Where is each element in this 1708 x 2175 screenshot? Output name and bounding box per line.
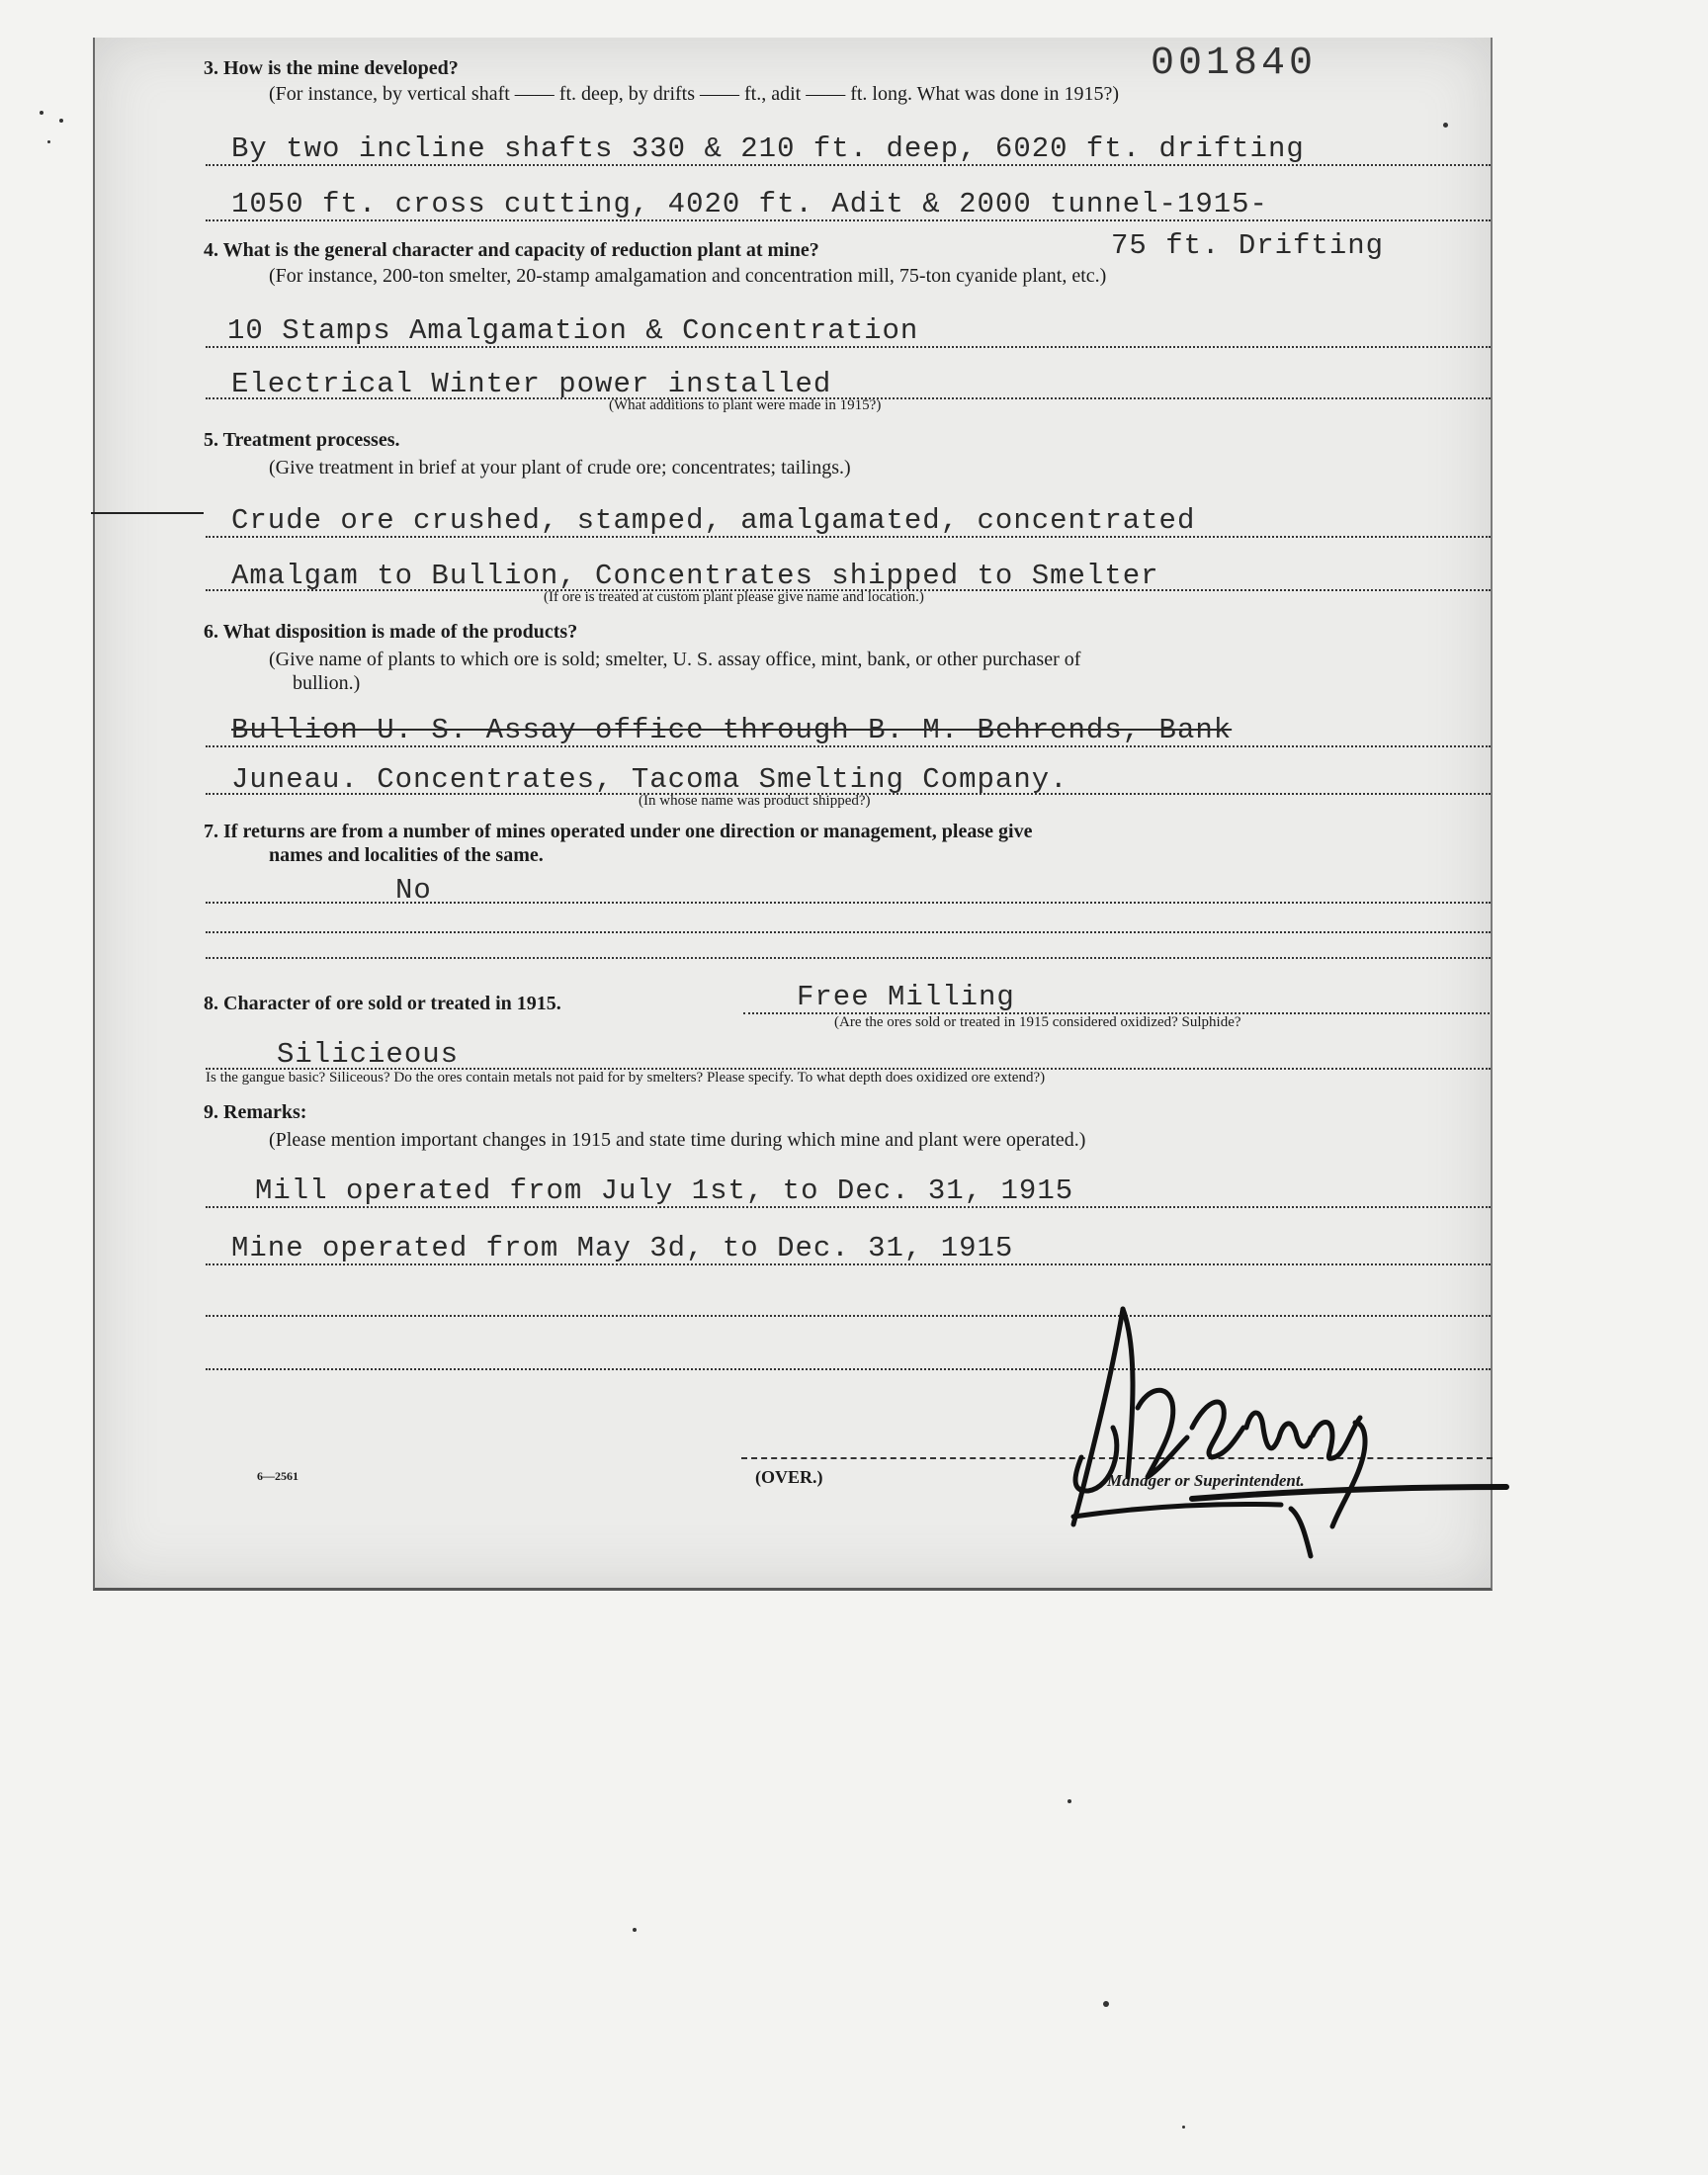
scan-speck <box>47 140 50 143</box>
form-number: 001840 <box>1151 42 1318 86</box>
q3-line-1 <box>206 164 1491 166</box>
q7-line-2 <box>206 931 1491 933</box>
q4-caption: (What additions to plant were made in 1915?) <box>609 397 882 413</box>
q8-caption-2: Is the gangue basic? Siliceous? Do the ores contain metals not paid for by smelters? Please specify. To what depth does oxidized ore extend?) <box>206 1070 1046 1086</box>
q9-instruction: (Please mention important changes in 1915 and state time during which mine and plant were operated.) <box>269 1129 1086 1151</box>
q3-instruction: (For instance, by vertical shaft —— ft. deep, by drifts —— ft., adit —— ft. long. What was done in 1915?) <box>269 83 1119 105</box>
q9-line-1 <box>206 1206 1491 1208</box>
q6-instruction-2: bullion.) <box>293 672 361 694</box>
q4-question: 4. What is the general character and capacity of reduction plant at mine? <box>204 239 819 261</box>
q6-question: 6. What disposition is made of the products? <box>204 621 578 643</box>
q9-question: 9. Remarks: <box>204 1101 307 1123</box>
q7-question-1: 7. If returns are from a number of mines operated under one direction or management, please give <box>204 821 1033 842</box>
signature <box>965 1279 1518 1566</box>
q5-caption: (If ore is treated at custom plant please give name and location.) <box>544 589 924 605</box>
scan-speck <box>59 119 63 123</box>
q5-line-1 <box>206 536 1491 538</box>
q3-question: 3. How is the mine developed? <box>204 57 459 79</box>
q8-question: 8. Character of ore sold or treated in 1915. <box>204 993 561 1014</box>
q5-instruction: (Give treatment in brief at your plant of crude ore; concentrates; tailings.) <box>269 457 851 478</box>
over-label: (OVER.) <box>755 1467 823 1487</box>
signature-caption: Manager or Superintendent. <box>1107 1471 1305 1490</box>
scan-speck <box>1182 2126 1185 2129</box>
q4-inline-answer: 75 ft. Drifting <box>1111 229 1385 262</box>
q4-instruction: (For instance, 200-ton smelter, 20-stamp amalgamation and concentration mill, 75-ton cyanide plant, etc.) <box>269 265 1107 287</box>
q4-answer-1: 10 Stamps Amalgamation & Concentration <box>227 314 919 347</box>
scan-speck <box>40 111 43 115</box>
q6-instruction-1: (Give name of plants to which ore is sold; smelter, U. S. assay office, mint, bank, or other purchaser of <box>269 649 1081 670</box>
q9-line-2 <box>206 1263 1491 1265</box>
q6-answer-2: Juneau. Concentrates, Tacoma Smelting Company. <box>231 763 1068 796</box>
q4-answer-2: Electrical Winter power installed <box>231 368 832 400</box>
q7-question-2: names and localities of the same. <box>269 844 544 866</box>
q6-caption: (In whose name was product shipped?) <box>639 793 871 809</box>
q8-answer-1: Free Milling <box>797 981 1015 1013</box>
q5-question: 5. Treatment processes. <box>204 429 400 451</box>
scan-speck <box>633 1928 637 1932</box>
q3-answer-2: 1050 ft. cross cutting, 4020 ft. Adit & 2000 tunnel-1915- <box>231 188 1268 220</box>
q7-line-1 <box>206 902 1491 904</box>
scan-speck <box>1068 1799 1071 1803</box>
scan-speck <box>1443 123 1448 128</box>
q7-answer-1: No <box>395 874 432 907</box>
q6-line-1 <box>206 745 1491 747</box>
margin-mark <box>91 512 204 514</box>
q6-answer-1: Bullion U. S. Assay office through B. M. Behrends, Bank <box>231 714 1233 746</box>
q8-caption-1: (Are the ores sold or treated in 1915 considered oxidized? Sulphide? <box>834 1014 1241 1030</box>
q9-answer-1: Mill operated from July 1st, to Dec. 31, 1915 <box>255 1174 1074 1207</box>
form-sheet <box>93 38 1493 1591</box>
q3-answer-1: By two incline shafts 330 & 210 ft. deep, 6020 ft. drifting <box>231 132 1305 165</box>
q9-answer-2: Mine operated from May 3d, to Dec. 31, 1915 <box>231 1232 1014 1264</box>
q7-line-3 <box>206 957 1491 959</box>
q3-line-2 <box>206 219 1491 221</box>
form-code: 6—2561 <box>257 1469 299 1483</box>
scan-speck <box>1103 2001 1109 2007</box>
q5-answer-2: Amalgam to Bullion, Concentrates shipped to Smelter <box>231 560 1159 592</box>
q4-line-1 <box>206 346 1491 348</box>
q8-answer-2: Silicieous <box>277 1038 460 1071</box>
q5-answer-1: Crude ore crushed, stamped, amalgamated, concentrated <box>231 504 1196 537</box>
